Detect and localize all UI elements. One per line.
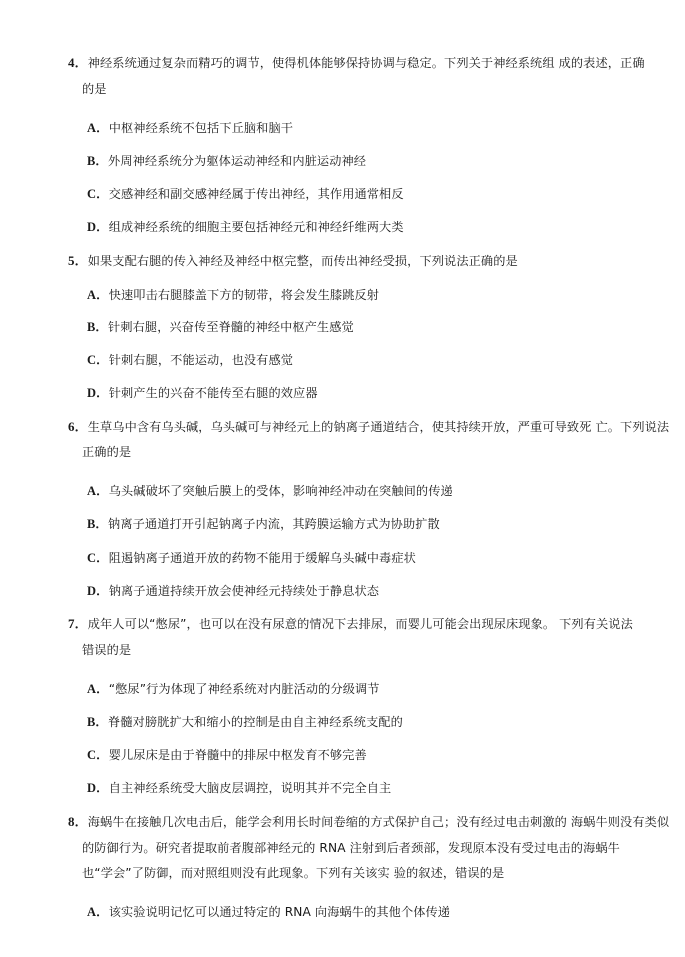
option-text: “憋尿”行为体现了神经系统对内脏活动的分级调节 xyxy=(108,682,380,696)
option-text: 阻遏钠离子通道开放的药物不能用于缓解乌头碱中毒症状 xyxy=(108,551,416,565)
option-text: 自主神经系统受大脑皮层调控，说明其并不完全自主 xyxy=(108,781,392,795)
question-5-option-d xyxy=(87,384,318,402)
option-text: 中枢神经系统不包括下丘脑和脑干 xyxy=(108,121,294,135)
question-text: 如果支配右腿的传入神经及神经中枢完整，而传出神经受损，下列说法正确的是 xyxy=(87,254,518,268)
question-6-option-a xyxy=(87,482,453,500)
question-number: 4． xyxy=(68,55,88,70)
question-6-stem-line-2: 正确的是 xyxy=(82,445,132,459)
question-5-option-b xyxy=(87,318,354,336)
option-text: 针刺产生的兴奋不能传至右腿的效应器 xyxy=(108,386,318,400)
question-number: 6． xyxy=(68,419,88,434)
option-text: 外周神经系统分为躯体运动神经和内脏运动神经 xyxy=(108,154,367,168)
option-letter: C． xyxy=(87,551,109,565)
question-5-option-a xyxy=(87,286,379,304)
option-letter: D． xyxy=(87,220,109,234)
question-4-option-b xyxy=(87,152,366,170)
question-8-stem-line-1 xyxy=(68,813,669,831)
question-7-option-c xyxy=(87,746,367,764)
question-5-stem-line-1 xyxy=(68,252,518,270)
option-text: 针刺右腿，兴奋传至脊髓的神经中枢产生感觉 xyxy=(108,320,354,334)
option-letter: C． xyxy=(87,748,109,762)
option-letter: A． xyxy=(87,288,109,302)
question-text: 神经系统通过复杂而精巧的调节，使得机体能够保持协调与稳定。下列关于神经系统组 成的表述，正确 xyxy=(87,56,645,70)
option-letter: A． xyxy=(87,905,109,919)
option-text: 婴儿尿床是由于脊髓中的排尿中枢发育不够完善 xyxy=(108,748,367,762)
question-4-option-c xyxy=(87,185,404,203)
option-letter: A． xyxy=(87,121,109,135)
option-letter: C． xyxy=(87,187,109,201)
option-letter: B． xyxy=(87,715,109,729)
option-text: 快速叩击右腿膝盖下方的韧带，将会发生膝跳反射 xyxy=(108,288,380,302)
option-letter: D． xyxy=(87,584,109,598)
option-letter: A． xyxy=(87,682,109,696)
option-letter: C． xyxy=(87,353,109,367)
question-4-option-d xyxy=(87,218,404,236)
question-7-stem-line-2: 错误的是 xyxy=(82,643,132,657)
option-text: 钠离子通道打开引起钠离子内流，其跨膜运输方式为协助扩散 xyxy=(108,517,440,531)
question-number: 7． xyxy=(68,616,88,631)
question-number: 5． xyxy=(68,253,88,268)
question-number: 8． xyxy=(68,814,88,829)
question-4-stem-line-1 xyxy=(68,54,645,72)
option-text: 该实验说明记忆可以通过特定的 RNA 向海蜗牛的其他个体传递 xyxy=(108,905,451,919)
question-6-option-d xyxy=(87,582,379,600)
question-6-option-c xyxy=(87,549,416,567)
question-7-option-a xyxy=(87,680,380,698)
question-8-stem-line-2: 的防御行为。研究者提取前者腹部神经元的 RNA 注射到后者颈部，发现原本没有受过电击的海蜗牛 xyxy=(82,841,620,855)
question-8-stem-line-3: 也“学会”了防御，而对照组则没有此现象。下列有关该实 验的叙述，错误的是 xyxy=(82,866,505,880)
question-text: 海蜗牛在接触几次电击后，能学会利用长时间卷缩的方式保护自己；没有经过电击刺激的 海蜗牛则没有类似 xyxy=(87,815,670,829)
question-7-stem-line-1 xyxy=(68,615,633,633)
question-8-option-a xyxy=(87,903,450,921)
option-letter: A． xyxy=(87,484,109,498)
option-text: 交感神经和副交感神经属于传出神经，其作用通常相反 xyxy=(108,187,404,201)
question-5-option-c xyxy=(87,351,293,369)
question-4-stem-line-2: 的是 xyxy=(82,82,107,96)
question-text: 生草乌中含有乌头碱，乌头碱可与神经元上的钠离子通道结合，使其持续开放，严重可导致死 亡。下列说法 xyxy=(87,420,670,434)
option-letter: B． xyxy=(87,320,109,334)
option-text: 针刺右腿，不能运动，也没有感觉 xyxy=(108,353,294,367)
option-text: 组成神经系统的细胞主要包括神经元和神经纤维两大类 xyxy=(108,220,404,234)
question-text: 成年人可以“憋尿”，也可以在没有尿意的情况下去排尿，而婴儿可能会出现尿床现象。 下列有关说法 xyxy=(87,617,633,631)
question-7-option-d xyxy=(87,779,391,797)
option-letter: B． xyxy=(87,517,109,531)
question-6-stem-line-1 xyxy=(68,418,669,436)
question-7-option-b xyxy=(87,713,403,731)
question-6-option-b xyxy=(87,515,440,533)
option-text: 乌头碱破坏了突触后膜上的受体，影响神经冲动在突触间的传递 xyxy=(108,484,453,498)
option-text: 钠离子通道持续开放会使神经元持续处于静息状态 xyxy=(108,584,380,598)
option-letter: B． xyxy=(87,154,109,168)
question-4-option-a xyxy=(87,119,293,137)
option-letter: D． xyxy=(87,386,109,400)
option-letter: D． xyxy=(87,781,109,795)
option-text: 脊髓对膀胱扩大和缩小的控制是由自主神经系统支配的 xyxy=(108,715,403,729)
